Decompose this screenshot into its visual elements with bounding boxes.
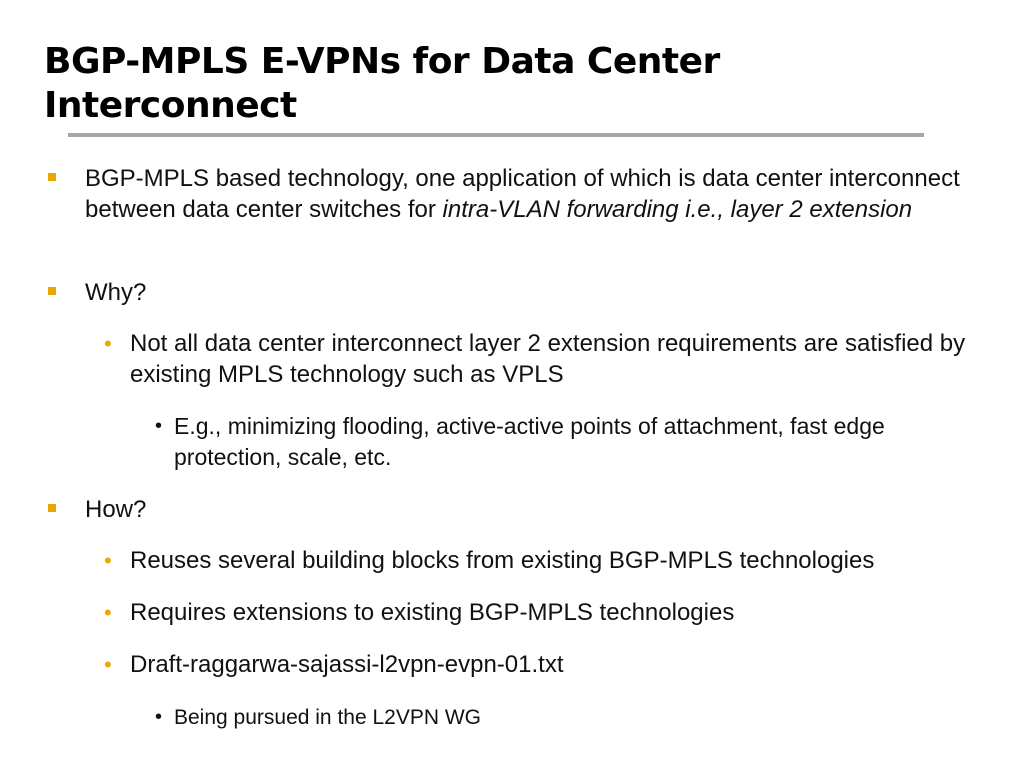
bullet-text: Draft-raggarwa-sajassi-l2vpn-evpn-01.txt: [130, 651, 564, 678]
bullet-text: How?: [85, 496, 147, 523]
bullet-text: BGP-MPLS based technology, one application of which is data center interconnect between data center switches for: [85, 165, 960, 223]
bullet-text: Reuses several building blocks from existing BGP-MPLS technologies: [130, 547, 875, 574]
bullet-level1: [85, 163, 975, 225]
round-bullet-icon: •: [104, 652, 112, 677]
bullet-level2: [104, 649, 980, 680]
bullet-level2: [104, 545, 980, 576]
round-bullet-icon: •: [104, 548, 112, 573]
bullet-level1: [85, 277, 975, 308]
bullet-level3: [155, 411, 974, 473]
bullet-level3: [155, 702, 974, 733]
bullet-text: E.g., minimizing flooding, active-active points of attachment, fast edge protection, scale, etc.: [174, 413, 885, 470]
bullet-text: Being pursued in the L2VPN WG: [174, 706, 482, 729]
round-bullet-icon: •: [155, 706, 163, 728]
bullet-level1: [85, 494, 975, 525]
round-bullet-icon: •: [155, 415, 163, 437]
bullet-text: Requires extensions to existing BGP-MPLS technologies: [130, 599, 735, 626]
bullet-level2: [104, 597, 980, 628]
title-divider: [68, 133, 924, 137]
bullet-text: Why?: [85, 279, 147, 306]
slide-title: BGP-MPLS E-VPNs for Data Center Interconnect: [44, 41, 720, 126]
bullet-emphasis-text: intra-VLAN forwarding i.e., layer 2 extension: [442, 196, 913, 223]
bullet-text: Not all data center interconnect layer 2 extension requirements are satisfied by existing MPLS technology such as VPLS: [130, 330, 966, 388]
round-bullet-icon: •: [104, 600, 112, 625]
bullet-level2: [104, 328, 980, 390]
round-bullet-icon: •: [104, 331, 112, 356]
